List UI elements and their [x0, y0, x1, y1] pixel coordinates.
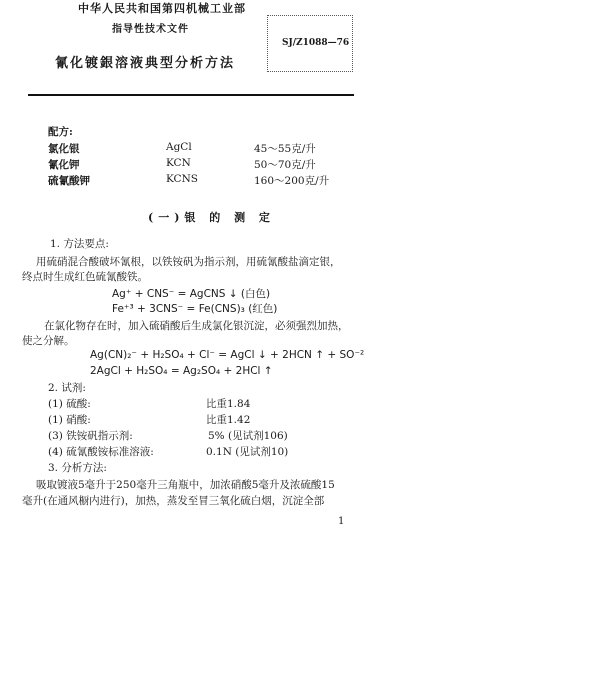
formula-name: 氰化钾: [48, 159, 80, 171]
document-title: 氰化镀銀溶液典型分析方法: [55, 56, 236, 71]
formula-amount: 50～70克/升: [254, 159, 316, 171]
method-paragraph-line: 在氯化物存在时，加入硫硝酸后生成氯化银沉淀，必须强烈加热，: [44, 320, 349, 332]
reagent-label: (1) 硝酸:: [48, 414, 91, 426]
reagents-heading: 2. 试剂:: [48, 382, 86, 394]
equation-silver-chloride: 2AgCl + H₂SO₄ = Ag₂SO₄ + 2HCl ↑: [90, 365, 273, 377]
formula-chem: AgCl: [166, 141, 192, 153]
procedure-heading: 3. 分析方法:: [48, 462, 107, 474]
ministry-header: 中华人民共和国第四机械工业部: [78, 2, 246, 15]
formula-chem: KCN: [166, 157, 191, 169]
reagent-label: (4) 硫氰酸铵标准溶液:: [48, 446, 154, 458]
method-paragraph-line: 终点时生成红色硫氰酸铁。: [22, 271, 148, 283]
method-heading: 1. 方法要点:: [50, 238, 109, 250]
equation-iron-thiocyanate: Fe⁺³ + 3CNS⁻ = Fe(CNS)₃ (红色): [112, 303, 278, 315]
procedure-line: 毫升(在通风橱内进行)，加热，蒸发至冒三氧化硫白烟，沉淀全部: [22, 495, 325, 507]
formula-name: 硫氰酸钾: [48, 175, 90, 187]
section-title: (一)银 的 测 定: [148, 211, 275, 224]
equation-silver-thiocyanate: Ag⁺ + CNS⁻ = AgCNS ↓ (白色): [112, 288, 271, 300]
reagent-value: 比重1.84: [206, 398, 251, 410]
equation-cyanide-decomposition: Ag(CN)₂⁻ + H₂SO₄ + Cl⁻ = AgCl ↓ + 2HCN ↑ + SO⁻²: [90, 349, 365, 361]
reagent-label: (3) 铁铵矾指示剂:: [48, 430, 133, 442]
reagent-value: 5% (见试剂106): [208, 430, 288, 442]
reagent-value: 比重1.42: [206, 414, 251, 426]
method-paragraph-line: 用硫硝混合酸破坏氰根，以铁铵矾为指示剂，用硫氰酸盐滴定银，: [36, 256, 341, 268]
formula-amount: 160～200克/升: [254, 175, 330, 187]
formula-heading: 配方:: [48, 126, 73, 138]
standard-number: SJ/Z1088—76: [282, 38, 350, 48]
header-divider: [28, 94, 354, 96]
method-paragraph-line: 使之分解。: [22, 335, 75, 347]
formula-name: 氯化银: [48, 143, 80, 155]
document-type: 指导性技术文件: [112, 24, 189, 35]
formula-amount: 45～55克/升: [254, 143, 316, 155]
reagent-value: 0.1N (见试剂10): [206, 446, 289, 458]
procedure-line: 吸取镀液5毫升于250毫升三角瓶中，加浓硝酸5毫升及浓硫酸15: [36, 479, 335, 491]
reagent-label: (1) 硫酸:: [48, 398, 91, 410]
page-number: 1: [338, 516, 345, 527]
formula-chem: KCNS: [166, 173, 198, 185]
